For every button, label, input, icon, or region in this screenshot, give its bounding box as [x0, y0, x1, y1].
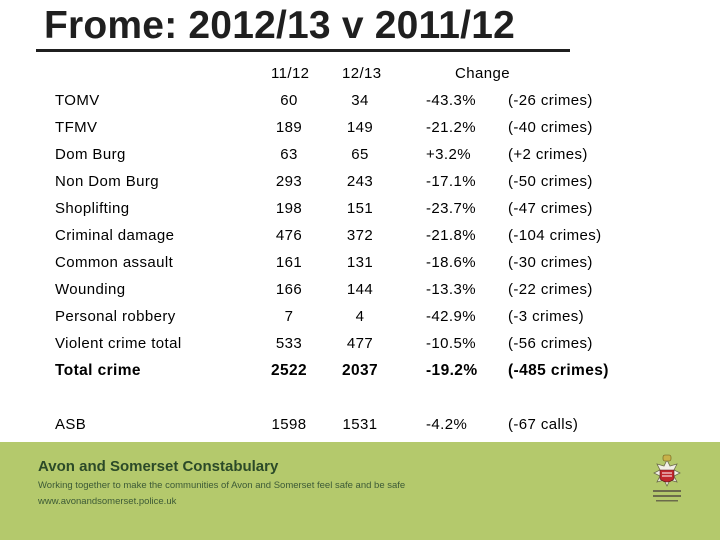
footer-website: www.avonandsomerset.police.uk: [38, 496, 177, 507]
footer-banner: [0, 442, 720, 540]
percent-change: -18.6%: [426, 254, 476, 271]
count-change: (-30 crimes): [508, 254, 593, 271]
value-2011-12: 293: [275, 173, 303, 190]
column-header-change: Change: [455, 65, 510, 82]
value-2011-12: 198: [275, 200, 303, 217]
value-2012-13: 2037: [341, 362, 379, 379]
row-label: Personal robbery: [55, 308, 176, 325]
count-change: (-485 crimes): [508, 362, 609, 379]
column-header-2011-12: 11/12: [271, 65, 310, 82]
footer-tagline: Working together to make the communities of Avon and Somerset feel safe and be safe: [38, 480, 406, 491]
percent-change: -17.1%: [426, 173, 476, 190]
count-change: (-67 calls): [508, 416, 579, 433]
value-2012-13: 131: [346, 254, 374, 271]
row-label: ASB: [55, 416, 87, 433]
count-change: (-22 crimes): [508, 281, 593, 298]
percent-change: -43.3%: [426, 92, 476, 109]
count-change: (-47 crimes): [508, 200, 593, 217]
value-2011-12: 7: [284, 308, 294, 325]
value-2012-13: 477: [346, 335, 374, 352]
percent-change: +3.2%: [426, 146, 471, 163]
row-label: Non Dom Burg: [55, 173, 160, 190]
value-2011-12: 2522: [270, 362, 308, 379]
percent-change: -4.2%: [426, 416, 468, 433]
percent-change: -23.7%: [426, 200, 476, 217]
percent-change: -19.2%: [426, 362, 478, 379]
value-2011-12: 63: [280, 146, 298, 163]
count-change: (-26 crimes): [508, 92, 593, 109]
count-change: (-104 crimes): [508, 227, 602, 244]
count-change: (-40 crimes): [508, 119, 593, 136]
percent-change: -10.5%: [426, 335, 476, 352]
value-2011-12: 1598: [271, 416, 307, 433]
row-label: Total crime: [55, 362, 141, 379]
value-2012-13: 372: [346, 227, 374, 244]
count-change: (+2 crimes): [508, 146, 588, 163]
percent-change: -42.9%: [426, 308, 476, 325]
value-2012-13: 34: [351, 92, 369, 109]
percent-change: -21.2%: [426, 119, 476, 136]
count-change: (-50 crimes): [508, 173, 593, 190]
percent-change: -21.8%: [426, 227, 476, 244]
value-2011-12: 476: [275, 227, 303, 244]
percent-change: -13.3%: [426, 281, 476, 298]
row-label: Criminal damage: [55, 227, 175, 244]
value-2012-13: 4: [355, 308, 365, 325]
value-2012-13: 151: [346, 200, 374, 217]
row-label: Violent crime total: [55, 335, 182, 352]
row-label: Shoplifting: [55, 200, 130, 217]
count-change: (-3 crimes): [508, 308, 585, 325]
row-label: TFMV: [55, 119, 98, 136]
footer-org-name: Avon and Somerset Constabulary: [38, 458, 279, 475]
value-2011-12: 166: [275, 281, 303, 298]
row-label: Dom Burg: [55, 146, 126, 163]
page-title: Frome: 2012/13 v 2011/12: [44, 4, 515, 47]
value-2011-12: 60: [280, 92, 298, 109]
value-2012-13: 144: [346, 281, 374, 298]
count-change: (-56 crimes): [508, 335, 593, 352]
value-2012-13: 243: [346, 173, 374, 190]
row-label: TOMV: [55, 92, 100, 109]
value-2012-13: 149: [346, 119, 374, 136]
row-label: Common assault: [55, 254, 174, 271]
value-2012-13: 65: [351, 146, 369, 163]
constabulary-crest-icon: [647, 454, 687, 522]
title-underline: [36, 49, 570, 52]
value-2011-12: 189: [275, 119, 303, 136]
row-label: Wounding: [55, 281, 126, 298]
value-2011-12: 161: [275, 254, 303, 271]
value-2012-13: 1531: [342, 416, 378, 433]
column-header-2012-13: 12/13: [342, 65, 382, 82]
value-2011-12: 533: [275, 335, 303, 352]
